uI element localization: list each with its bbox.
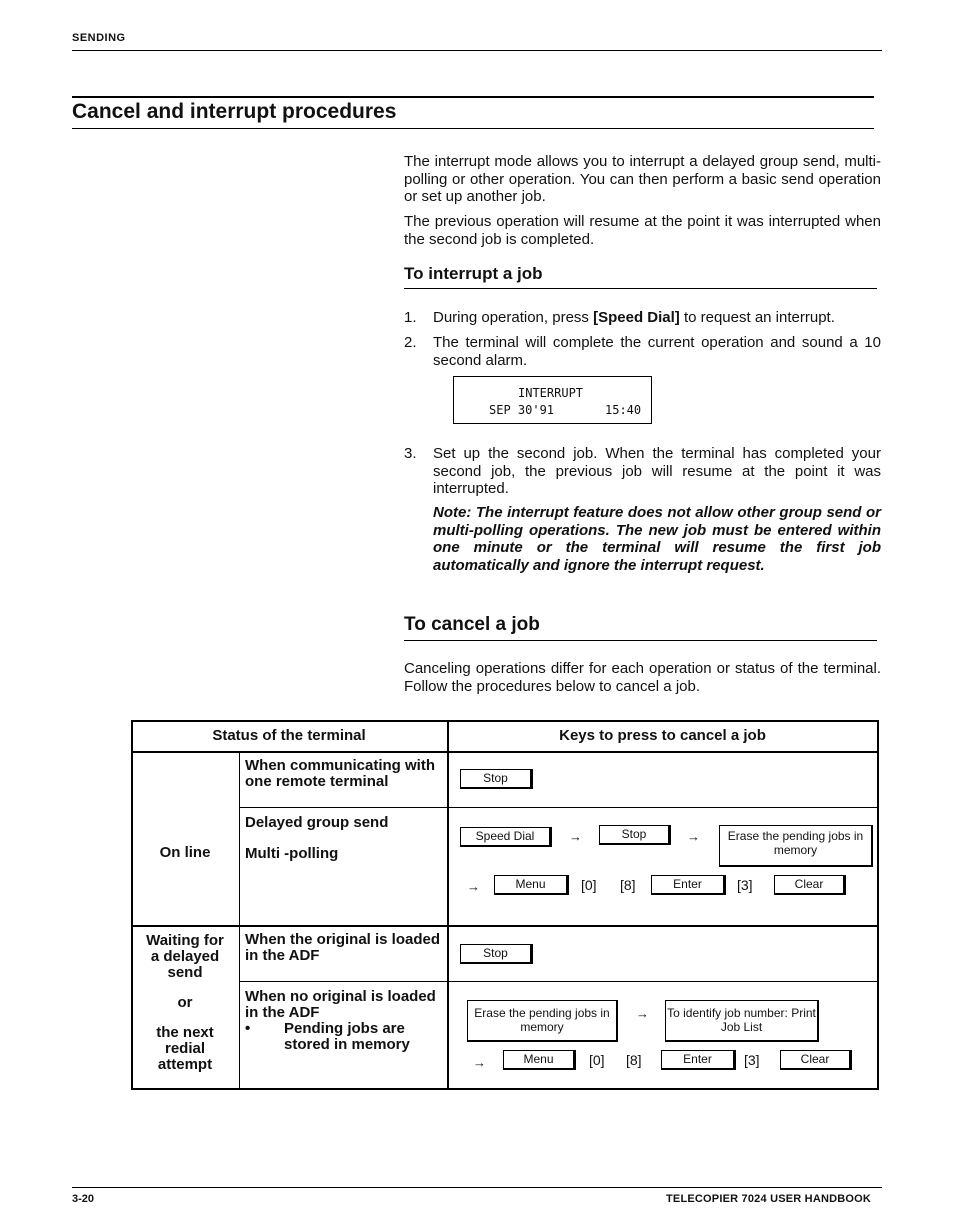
step-1-number: 1. [404,309,417,326]
waiting-line: redial [164,1040,206,1057]
waiting-line: the next [156,1024,214,1041]
table-header-keys: Keys to press to cancel a job [559,727,766,744]
lcd-display [453,376,652,424]
step-1-post: to request an interrupt. [679,309,835,326]
table-border-bottom [131,1088,879,1090]
step-1-key: [Speed Dial] [593,309,680,326]
step-2-number: 2. [404,334,417,351]
row-original-loaded: When the original is loaded in the ADF [245,931,441,964]
stop-key: Stop [460,944,533,964]
step-2-text: The terminal will complete the current operation and sound a 10 second alarm. [433,334,881,369]
arrow-icon: → [569,829,582,844]
table-col-divider [447,720,449,1090]
table-col-divider [239,751,240,1090]
identify-job-box: To identify job number: Print Job List [665,1000,819,1042]
code-3: [3] [744,1052,760,1068]
page-number: 3-20 [72,1193,95,1205]
enter-key: Enter [651,875,726,895]
waiting-line: a delayed [150,948,220,965]
cancel-heading-rule [404,640,877,641]
speed-dial-key: Speed Dial [460,827,552,847]
stop-key: Stop [460,769,533,789]
intro-paragraph-2: The previous operation will resume at the point it was interrupted when the second job is completed. [404,213,881,248]
code-8: [8] [626,1052,642,1068]
table-border-right [877,720,879,1090]
menu-key: Menu [494,875,569,895]
header-rule [72,50,882,51]
code-0: [0] [581,877,597,893]
row-no-original: When no original is loaded in the ADF [245,988,436,1021]
waiting-line: Waiting for [146,932,224,949]
table-header-rule [131,751,879,753]
arrow-icon: → [473,1055,486,1070]
cancel-heading: To cancel a job [404,614,540,635]
menu-key: Menu [503,1050,576,1070]
enter-key: Enter [661,1050,736,1070]
row-multi-polling: Multi -polling [245,845,339,862]
cancel-intro: Canceling operations differ for each operation or status of the terminal. Follow the procedures below to cancel a job. [404,660,881,695]
table-row-rule [131,925,879,927]
arrow-icon: → [687,829,700,844]
interrupt-heading: To interrupt a job [404,264,543,283]
code-3: [3] [737,877,753,893]
note-text: The interrupt feature does not allow other group send or multi-polling operations. The new job must be entered within one minute or the terminal will resume the first job automatically and ignore the interrupt request. [433,504,881,574]
step-1-text [433,309,881,327]
erase-pending-box: Erase the pending jobs in memory [719,825,873,867]
waiting-line: attempt [157,1056,213,1073]
step-1-pre: During operation, press [433,309,594,326]
lcd-line-1: INTERRUPT [518,386,584,400]
table-row-rule [239,981,879,982]
arrow-icon: → [636,1006,649,1021]
waiting-line: send [167,964,203,981]
section-header: SENDING [72,32,126,44]
interrupt-note [433,504,881,574]
title-rule-bottom [72,128,874,129]
row-bullet: • [245,1020,251,1037]
stop-key: Stop [599,825,671,845]
table-border-top [131,720,879,722]
table-header-status: Status of the terminal [212,727,366,744]
clear-key: Clear [774,875,846,895]
interrupt-heading-rule [404,288,877,289]
row-delayed-group-send: Delayed group send [245,814,389,831]
arrow-icon: → [467,879,480,894]
waiting-line: or [177,994,193,1011]
row-communicating: When communicating with one remote terminal [245,757,435,790]
status-online: On line [159,844,211,861]
row-pending-jobs: Pending jobs are stored in memory [284,1020,410,1053]
step-3-text: Set up the second job. When the terminal has completed your second job, the previous job will resume at the point it was interrupted. [433,445,881,497]
table-row-rule [239,807,879,808]
intro-paragraph-1: The interrupt mode allows you to interrupt a delayed group send, multi-polling or other operation. You can then perform a basic send operation or set up another job. [404,153,881,205]
note-label: Note: [433,504,472,521]
step-3-number: 3. [404,445,417,462]
clear-key: Clear [780,1050,852,1070]
title-rule-top [72,96,874,98]
page-title: Cancel and interrupt procedures [72,100,397,123]
erase-pending-box: Erase the pending jobs in memory [467,1000,618,1042]
footer-rule [72,1187,882,1188]
lcd-time: 15:40 [605,403,642,417]
code-8: [8] [620,877,636,893]
lcd-date: SEP 30'91 [489,403,555,417]
book-title: TELECOPIER 7024 USER HANDBOOK [666,1193,872,1205]
status-waiting [131,933,239,1073]
code-0: [0] [589,1052,605,1068]
